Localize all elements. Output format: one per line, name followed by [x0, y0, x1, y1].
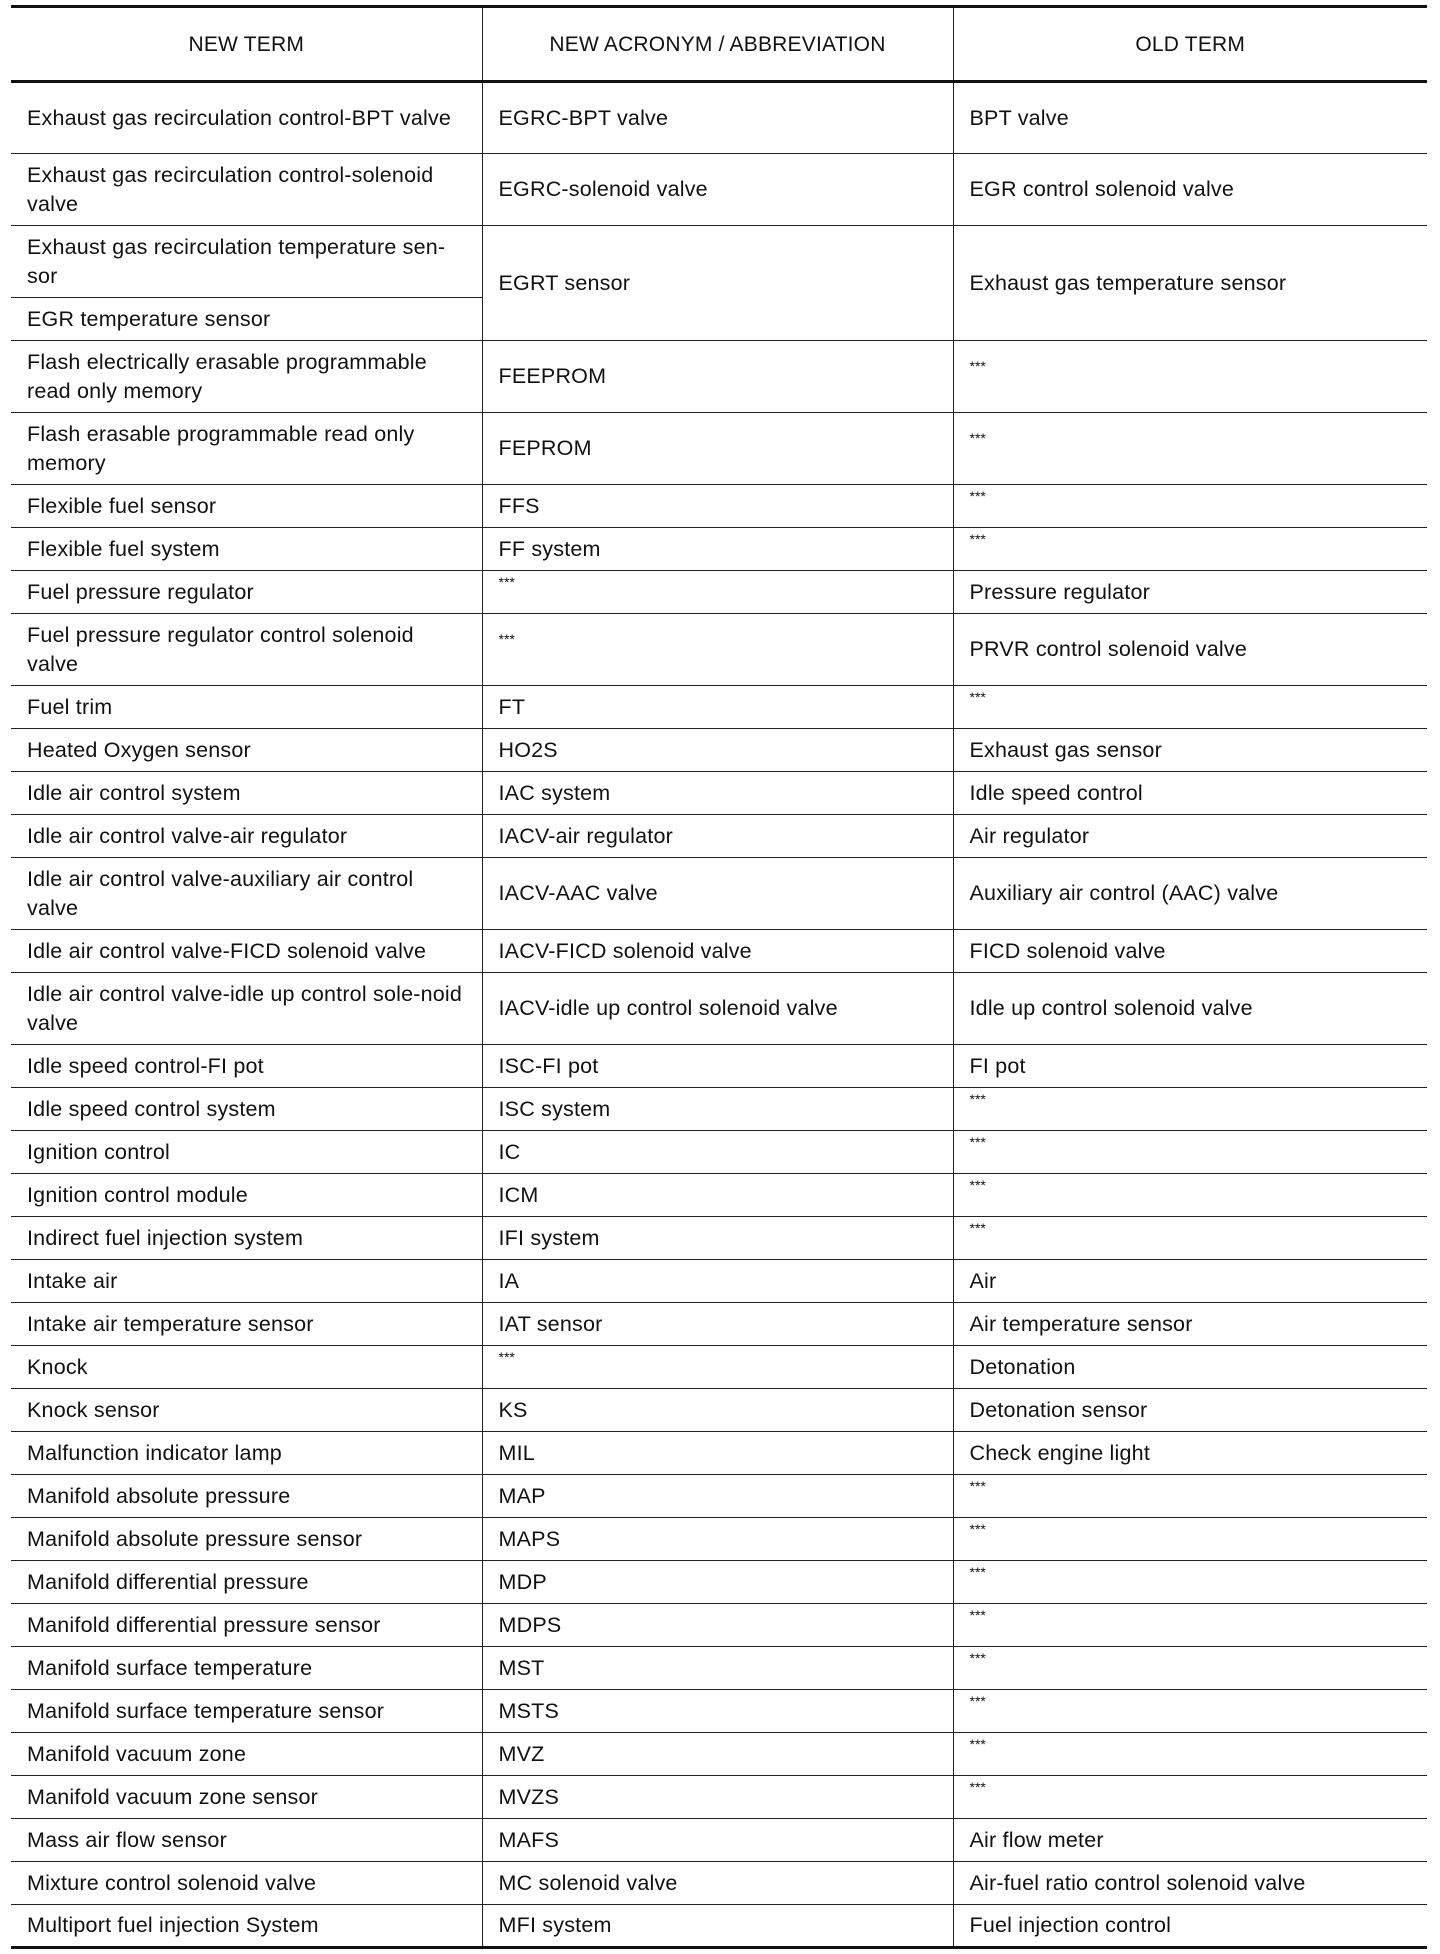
table-row [11, 1346, 1427, 1389]
cell-new-acronym: MC solenoid valve [482, 1862, 953, 1905]
cell-new-term: Mass air flow sensor [11, 1819, 482, 1862]
cell-new-acronym: IACV-AAC valve [482, 858, 953, 930]
table-row [11, 413, 1427, 485]
not-applicable-mark: *** [498, 573, 515, 590]
cell-old-term: Air regulator [953, 815, 1427, 858]
cell-new-acronym: MFI system [482, 1905, 953, 1948]
cell-new-term: Flash electrically erasable programmable read only memory [11, 341, 482, 413]
table-row [11, 1819, 1427, 1862]
cell-new-acronym: IC [482, 1131, 953, 1174]
table-row [11, 571, 1427, 614]
cell-new-term: Manifold surface temperature [11, 1647, 482, 1690]
table-row [11, 1475, 1427, 1518]
cell-old-term: Air [953, 1260, 1427, 1303]
cell-old-term [953, 528, 1427, 571]
cell-old-term [953, 1561, 1427, 1604]
cell-new-acronym: FFS [482, 485, 953, 528]
cell-old-term: Exhaust gas sensor [953, 729, 1427, 772]
table-row [11, 485, 1427, 528]
not-applicable-mark: *** [969, 1606, 986, 1623]
cell-old-term: Check engine light [953, 1432, 1427, 1475]
cell-new-acronym: MVZ [482, 1733, 953, 1776]
cell-new-acronym: KS [482, 1389, 953, 1432]
cell-new-term: Knock sensor [11, 1389, 482, 1432]
table-row [11, 614, 1427, 686]
cell-old-term [953, 1174, 1427, 1217]
cell-new-term: Manifold vacuum zone [11, 1733, 482, 1776]
table-row [11, 154, 1427, 226]
not-applicable-mark: *** [969, 1778, 986, 1795]
header-row [11, 7, 1427, 82]
table-row [11, 1217, 1427, 1260]
cell-old-term [953, 1733, 1427, 1776]
cell-old-term: Exhaust gas temperature sensor [953, 226, 1427, 341]
cell-new-acronym: HO2S [482, 729, 953, 772]
cell-new-term: Ignition control [11, 1131, 482, 1174]
table-row [11, 341, 1427, 413]
cell-new-acronym [482, 614, 953, 686]
cell-new-acronym: MIL [482, 1432, 953, 1475]
cell-new-acronym: MAP [482, 1475, 953, 1518]
cell-old-term [953, 1690, 1427, 1733]
cell-new-acronym: FF system [482, 528, 953, 571]
cell-new-acronym: ISC-FI pot [482, 1045, 953, 1088]
cell-new-term: Flexible fuel system [11, 528, 482, 571]
cell-new-term: Exhaust gas recirculation temperature sen-sor [11, 226, 482, 298]
cell-old-term [953, 1604, 1427, 1647]
cell-new-acronym: IAC system [482, 772, 953, 815]
cell-new-term: Manifold absolute pressure [11, 1475, 482, 1518]
cell-old-term: Idle speed control [953, 772, 1427, 815]
cell-new-term: Indirect fuel injection system [11, 1217, 482, 1260]
cell-new-term: Malfunction indicator lamp [11, 1432, 482, 1475]
cell-new-acronym: MDP [482, 1561, 953, 1604]
cell-new-term: Heated Oxygen sensor [11, 729, 482, 772]
cell-old-term: FICD solenoid valve [953, 930, 1427, 973]
cell-new-acronym [482, 571, 953, 614]
cell-new-acronym: FEPROM [482, 413, 953, 485]
table-row [11, 1389, 1427, 1432]
cell-new-acronym: EGRC-BPT valve [482, 82, 953, 154]
table-row [11, 1131, 1427, 1174]
cell-new-acronym: MDPS [482, 1604, 953, 1647]
cell-new-term: Idle air control system [11, 772, 482, 815]
cell-old-term: Detonation sensor [953, 1389, 1427, 1432]
cell-new-term: Idle speed control system [11, 1088, 482, 1131]
table-row [11, 772, 1427, 815]
cell-new-acronym: MVZS [482, 1776, 953, 1819]
table-header [11, 7, 1427, 82]
cell-new-acronym: IACV-air regulator [482, 815, 953, 858]
cell-old-term: Pressure regulator [953, 571, 1427, 614]
table-row [11, 858, 1427, 930]
cell-old-term: Air flow meter [953, 1819, 1427, 1862]
cell-old-term [953, 1518, 1427, 1561]
cell-old-term: Air temperature sensor [953, 1303, 1427, 1346]
cell-new-term: Manifold differential pressure sensor [11, 1604, 482, 1647]
cell-old-term: Idle up control solenoid valve [953, 973, 1427, 1045]
cell-new-acronym: IFI system [482, 1217, 953, 1260]
cell-old-term [953, 686, 1427, 729]
table-body [11, 82, 1427, 1948]
table-row [11, 815, 1427, 858]
not-applicable-mark: *** [969, 688, 986, 705]
table-row [11, 1174, 1427, 1217]
not-applicable-mark: *** [969, 1692, 986, 1709]
cell-new-term: Intake air [11, 1260, 482, 1303]
cell-new-term: Manifold surface temperature sensor [11, 1690, 482, 1733]
table-row [11, 1088, 1427, 1131]
not-applicable-mark: *** [969, 1133, 986, 1150]
cell-new-term: EGR temperature sensor [11, 298, 482, 341]
cell-new-acronym [482, 1346, 953, 1389]
cell-new-term: Flexible fuel sensor [11, 485, 482, 528]
not-applicable-mark: *** [969, 1176, 986, 1193]
cell-new-term: Flash erasable programmable read only memory [11, 413, 482, 485]
cell-new-acronym: IACV-idle up control solenoid valve [482, 973, 953, 1045]
cell-old-term: Fuel injection control [953, 1905, 1427, 1948]
table-row [11, 1862, 1427, 1905]
cell-old-term [953, 1088, 1427, 1131]
cell-new-acronym: FEEPROM [482, 341, 953, 413]
cell-new-term: Exhaust gas recirculation control-BPT valve [11, 82, 482, 154]
not-applicable-mark: *** [498, 631, 515, 647]
not-applicable-mark: *** [498, 1348, 515, 1365]
table-row [11, 1518, 1427, 1561]
cell-new-acronym: MST [482, 1647, 953, 1690]
cell-old-term [953, 485, 1427, 528]
table-row [11, 930, 1427, 973]
not-applicable-mark: *** [969, 1563, 986, 1580]
table-row [11, 82, 1427, 154]
table-row [11, 686, 1427, 729]
header-new-acronym: NEW ACRONYM / ABBREVIATION [482, 7, 953, 82]
cell-new-term: Multiport fuel injection System [11, 1905, 482, 1948]
cell-new-term: Fuel pressure regulator control solenoid valve [11, 614, 482, 686]
table-row [11, 1604, 1427, 1647]
table-row [11, 1647, 1427, 1690]
not-applicable-mark: *** [969, 1649, 986, 1666]
cell-old-term [953, 1647, 1427, 1690]
table-row [11, 1690, 1427, 1733]
cell-new-acronym: MAFS [482, 1819, 953, 1862]
cell-new-acronym: FT [482, 686, 953, 729]
not-applicable-mark: *** [969, 430, 986, 446]
not-applicable-mark: *** [969, 358, 986, 374]
cell-old-term: Detonation [953, 1346, 1427, 1389]
table-row [11, 528, 1427, 571]
cell-new-term: Idle air control valve-idle up control sole-noid valve [11, 973, 482, 1045]
cell-old-term: PRVR control solenoid valve [953, 614, 1427, 686]
not-applicable-mark: *** [969, 1219, 986, 1236]
cell-new-acronym: ICM [482, 1174, 953, 1217]
table-row [11, 1432, 1427, 1475]
cell-new-term: Idle air control valve-FICD solenoid valve [11, 930, 482, 973]
cell-new-acronym: ISC system [482, 1088, 953, 1131]
cell-new-acronym: EGRT sensor [482, 226, 953, 341]
table-row [11, 973, 1427, 1045]
table-row [11, 1905, 1427, 1948]
table-row [11, 1260, 1427, 1303]
cell-new-term: Idle speed control-FI pot [11, 1045, 482, 1088]
cell-new-term: Idle air control valve-air regulator [11, 815, 482, 858]
terminology-table [11, 5, 1427, 1949]
not-applicable-mark: *** [969, 1520, 986, 1537]
cell-new-term: Fuel trim [11, 686, 482, 729]
cell-old-term: EGR control solenoid valve [953, 154, 1427, 226]
cell-new-term: Manifold absolute pressure sensor [11, 1518, 482, 1561]
not-applicable-mark: *** [969, 1477, 986, 1494]
cell-new-term: Knock [11, 1346, 482, 1389]
cell-new-term: Ignition control module [11, 1174, 482, 1217]
cell-new-acronym: IAT sensor [482, 1303, 953, 1346]
header-old-term: OLD TERM [953, 7, 1427, 82]
cell-old-term [953, 1131, 1427, 1174]
not-applicable-mark: *** [969, 487, 986, 504]
table-row [11, 1561, 1427, 1604]
cell-old-term [953, 1475, 1427, 1518]
cell-new-acronym: IACV-FICD solenoid valve [482, 930, 953, 973]
cell-old-term: Auxiliary air control (AAC) valve [953, 858, 1427, 930]
table-row [11, 1045, 1427, 1088]
cell-new-term: Idle air control valve-auxiliary air control valve [11, 858, 482, 930]
cell-new-acronym: MAPS [482, 1518, 953, 1561]
cell-new-acronym: MSTS [482, 1690, 953, 1733]
not-applicable-mark: *** [969, 1735, 986, 1752]
cell-old-term: Air-fuel ratio control solenoid valve [953, 1862, 1427, 1905]
header-new-term: NEW TERM [11, 7, 482, 82]
cell-new-term: Exhaust gas recirculation control-solenoid valve [11, 154, 482, 226]
table-row [11, 729, 1427, 772]
cell-new-term: Intake air temperature sensor [11, 1303, 482, 1346]
table-row [11, 226, 1427, 298]
cell-new-acronym: EGRC-solenoid valve [482, 154, 953, 226]
cell-new-term: Mixture control solenoid valve [11, 1862, 482, 1905]
cell-old-term [953, 1217, 1427, 1260]
cell-old-term: FI pot [953, 1045, 1427, 1088]
cell-new-term: Manifold differential pressure [11, 1561, 482, 1604]
cell-new-term: Fuel pressure regulator [11, 571, 482, 614]
cell-old-term: BPT valve [953, 82, 1427, 154]
table-row [11, 1303, 1427, 1346]
table-row [11, 1776, 1427, 1819]
cell-old-term [953, 1776, 1427, 1819]
cell-old-term [953, 413, 1427, 485]
cell-old-term [953, 341, 1427, 413]
table-row [11, 1733, 1427, 1776]
cell-new-term: Manifold vacuum zone sensor [11, 1776, 482, 1819]
not-applicable-mark: *** [969, 1090, 986, 1107]
cell-new-acronym: IA [482, 1260, 953, 1303]
not-applicable-mark: *** [969, 530, 986, 547]
